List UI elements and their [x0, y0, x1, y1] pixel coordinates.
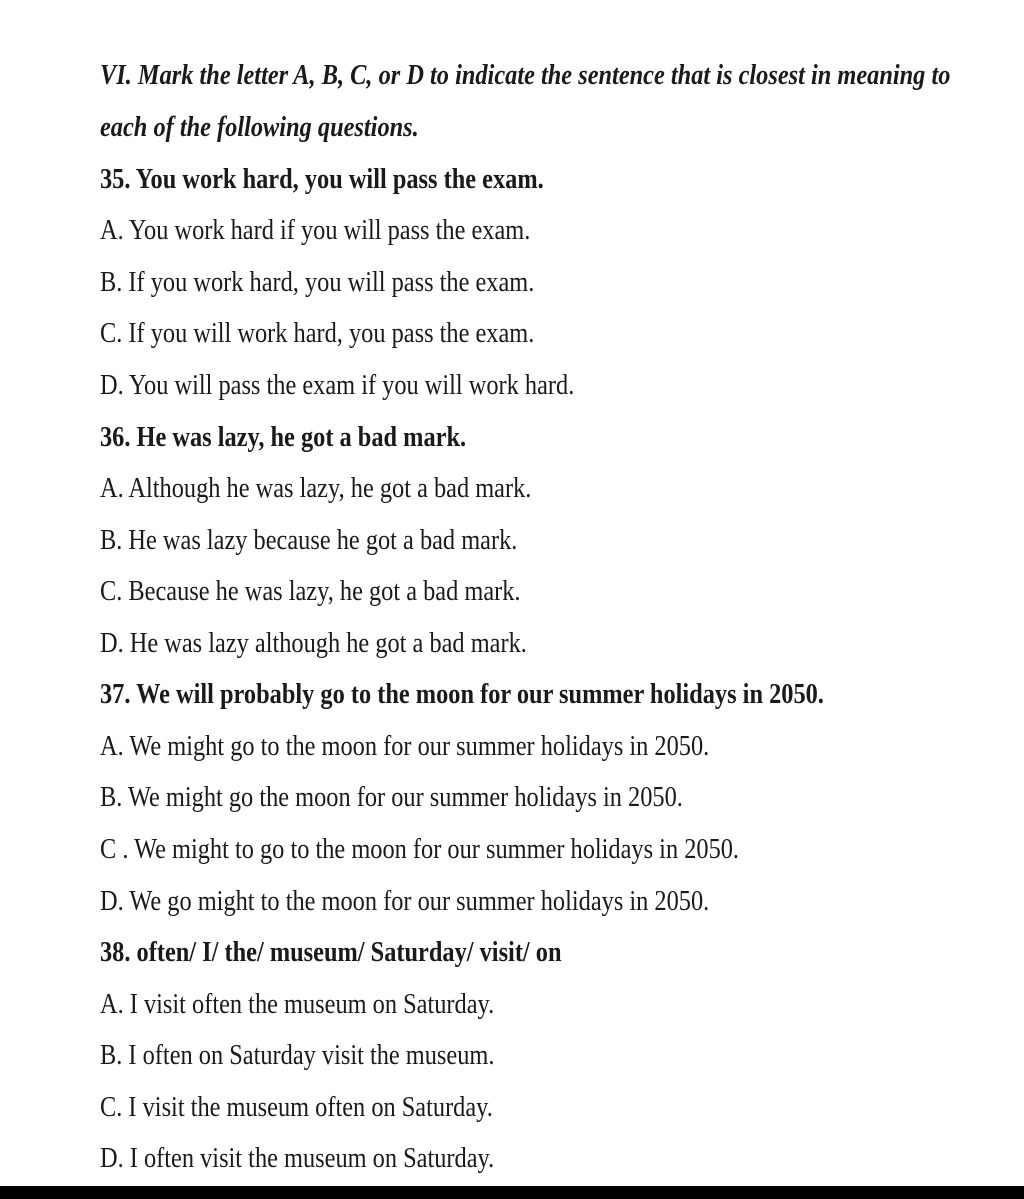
question-36-stem: 36. He was lazy, he got a bad mark. — [100, 421, 467, 453]
question-35-option-d: D. You will pass the exam if you will work hard. — [100, 369, 575, 401]
instruction-line-1: VI. Mark the letter A, B, C, or D to indicate the sentence that is closest in meaning to — [100, 59, 951, 91]
question-36-option-a: A. Although he was lazy, he got a bad mark. — [100, 472, 532, 504]
question-37-stem: 37. We will probably go to the moon for our summer holidays in 2050. — [100, 678, 824, 710]
question-38-stem: 38. often/ I/ the/ museum/ Saturday/ visit/ on — [100, 936, 562, 968]
question-36-option-d: D. He was lazy although he got a bad mark. — [100, 627, 527, 659]
question-36-option-c: C. Because he was lazy, he got a bad mark. — [100, 575, 521, 607]
question-36-option-b: B. He was lazy because he got a bad mark. — [100, 524, 518, 556]
bottom-black-bar — [0, 1186, 1024, 1199]
question-37-option-c: C . We might to go to the moon for our summer holidays in 2050. — [100, 833, 740, 865]
instruction-line-2: each of the following questions. — [100, 111, 419, 143]
question-38-option-d: D. I often visit the museum on Saturday. — [100, 1142, 495, 1174]
question-38-option-c: C. I visit the museum often on Saturday. — [100, 1091, 493, 1123]
question-37-option-b: B. We might go the moon for our summer holidays in 2050. — [100, 781, 683, 813]
question-35-option-c: C. If you will work hard, you pass the exam. — [100, 317, 535, 349]
question-35-option-a: A. You work hard if you will pass the exam. — [100, 214, 531, 246]
question-37-option-d: D. We go might to the moon for our summer holidays in 2050. — [100, 885, 710, 917]
question-37-option-a: A. We might go to the moon for our summer holidays in 2050. — [100, 730, 710, 762]
question-35-stem: 35. You work hard, you will pass the exam. — [100, 163, 544, 195]
question-38-option-b: B. I often on Saturday visit the museum. — [100, 1039, 495, 1071]
question-35-option-b: B. If you work hard, you will pass the exam. — [100, 266, 535, 298]
question-38-option-a: A. I visit often the museum on Saturday. — [100, 988, 495, 1020]
